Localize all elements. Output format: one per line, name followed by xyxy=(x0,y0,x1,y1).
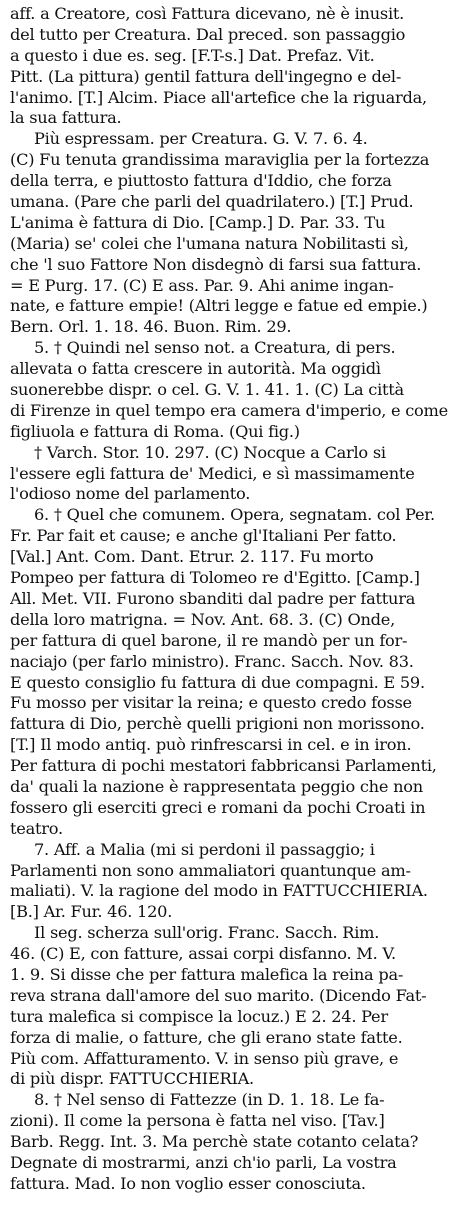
text-line: (C) Fu tenuta grandissima maraviglia per la fortezza xyxy=(10,150,430,170)
text-line: Più com. Affatturamento. V. in senso più grave, e xyxy=(10,1048,399,1068)
text-line: Il seg. scherza sull'orig. Franc. Sacch. Rim. xyxy=(34,923,380,943)
text-line: fattura. Mad. Io non voglio esser conosciuta. xyxy=(10,1173,366,1193)
text-line: l'essere egli fattura de' Medici, e sì massimamente xyxy=(10,463,415,483)
text-line: Parlamenti non sono ammaliatori quantunque am- xyxy=(10,860,411,880)
text-line: figliuola e fattura di Roma. (Qui fig.) xyxy=(10,421,300,441)
text-line: L'anima è fattura di Dio. [Camp.] D. Par. 33. Tu xyxy=(10,212,386,232)
text-line: suonerebbe dispr. o cel. G. V. 1. 41. 1. (C) La città xyxy=(10,380,404,400)
text-line: 8. † Nel senso di Fattezze (in D. 1. 18. Le fa- xyxy=(34,1090,385,1110)
text-line: 6. † Quel che comunem. Opera, segnatam. col Per. xyxy=(34,505,435,525)
text-line: Più espressam. per Creatura. G. V. 7. 6. 4. xyxy=(34,129,368,149)
text-line: Pitt. (La pittura) gentil fattura dell'ingegno e del- xyxy=(10,66,402,86)
text-line: che 'l suo Fattore Non disdegnò di farsi sua fattura. xyxy=(10,254,422,274)
text-line: 7. Aff. a Malia (mi si perdoni il passaggio; i xyxy=(34,839,375,859)
text-line: la sua fattura. xyxy=(10,108,122,128)
text-line: E questo consiglio fu fattura di due compagni. E 59. xyxy=(10,672,425,692)
text-line: forza di malie, o fatture, che gli erano state fatte. xyxy=(10,1027,403,1047)
text-line: umana. (Pare che parli del quadrilatero.) [T.] Prud. xyxy=(10,192,414,212)
text-line: All. Met. VII. Furono sbanditi dal padre per fattura xyxy=(10,588,416,608)
text-line: Fu mosso per visitar la reina; e questo credo fosse xyxy=(10,693,412,713)
text-line: 1. 9. Si disse che per fattura malefica la reina pa- xyxy=(10,964,404,984)
text-line: tura malefica si compisce la locuz.) E 2. 24. Per xyxy=(10,1006,388,1026)
text-line: per fattura di quel barone, il re mandò per un for- xyxy=(10,630,408,650)
text-line: di Firenze in quel tempo era camera d'imperio, e come xyxy=(10,400,448,420)
text-line: naciajo (per farlo ministro). Franc. Sacch. Nov. 83. xyxy=(10,651,414,671)
text-line: Bern. Orl. 1. 18. 46. Buon. Rim. 29. xyxy=(10,317,292,337)
text-line: teatro. xyxy=(10,818,63,838)
text-line: 5. † Quindi nel senso not. a Creatura, di pers. xyxy=(34,338,396,358)
text-line: maliati). V. la ragione del modo in FATTUCCHIERIA. xyxy=(10,881,428,901)
text-line: Per fattura di pochi mestatori fabbricansi Parlamenti, xyxy=(10,756,437,776)
text-line: = E Purg. 17. (C) E ass. Par. 9. Ahi anime ingan- xyxy=(10,275,394,295)
text-line: [B.] Ar. Fur. 46. 120. xyxy=(10,902,173,922)
text-line: l'animo. [T.] Alcim. Piace all'artefice che la riguarda, xyxy=(10,87,427,107)
text-line: [T.] Il modo antiq. può rinfrescarsi in cel. e in iron. xyxy=(10,735,412,755)
text-line: di più dispr. FATTUCCHIERIA. xyxy=(10,1069,254,1089)
text-line: [Val.] Ant. Com. Dant. Etrur. 2. 117. Fu morto xyxy=(10,547,374,567)
text-line: della loro matrigna. = Nov. Ant. 68. 3. (C) Onde, xyxy=(10,609,396,629)
text-line: nate, e fatture empie! (Altri legge e fatue ed empie.) xyxy=(10,296,428,316)
text-line: del tutto per Creatura. Dal preced. son passaggio xyxy=(10,24,406,44)
text-line: Fr. Par fait et cause; e anche gl'Italiani Per fatto. xyxy=(10,526,397,546)
text-line: † Varch. Stor. 10. 297. (C) Nocque a Carlo si xyxy=(34,442,386,462)
text-line: 46. (C) E, con fatture, assai corpi disfanno. M. V. xyxy=(10,944,396,964)
text-line: fossero gli eserciti greci e romani da pochi Croati in xyxy=(10,797,426,817)
text-line: aff. a Creatore, così Fattura dicevano, nè è inusit. xyxy=(10,4,405,23)
text-line: zioni). Il come la persona è fatta nel viso. [Tav.] xyxy=(10,1111,385,1131)
text-line: reva strana dall'amore del suo marito. (Dicendo Fat- xyxy=(10,985,427,1005)
text-line: della terra, e piuttosto fattura d'Iddio, che forza xyxy=(10,171,392,191)
text-line: fattura di Dio, perchè quelli prigioni non morissono. xyxy=(10,714,425,734)
text-line: allevata o fatta crescere in autorità. Ma oggidì xyxy=(10,359,381,379)
text-line: Pompeo per fattura di Tolomeo re d'Egitto. [Camp.] xyxy=(10,568,420,588)
text-line: (Maria) se' colei che l'umana natura Nobilitasti sì, xyxy=(10,233,409,253)
text-line: da' quali la nazione è rappresentata peggio che non xyxy=(10,776,423,796)
text-line: l'odioso nome del parlamento. xyxy=(10,484,251,504)
text-line: a questo i due es. seg. [F.T-s.] Dat. Prefaz. Vit. xyxy=(10,45,375,65)
text-line: Barb. Regg. Int. 3. Ma perchè state cotanto celata? xyxy=(10,1132,419,1152)
text-line: Degnate di mostrarmi, anzi ch'io parli, La vostra xyxy=(10,1152,397,1172)
